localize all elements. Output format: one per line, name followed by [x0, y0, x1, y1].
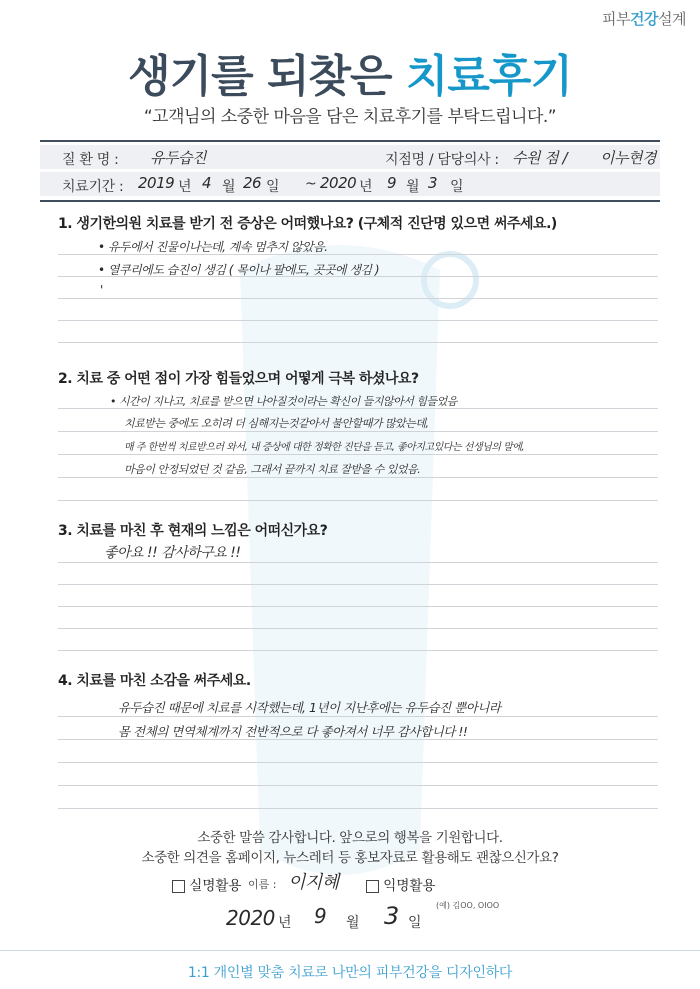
end-year-unit: 년 — [359, 179, 373, 195]
sign-date-day: 3 — [384, 902, 399, 930]
answer-line — [58, 650, 658, 651]
brand-logo — [602, 8, 686, 29]
sign-date-year-unit: 년 — [278, 915, 292, 931]
sign-date-year: 2020 — [226, 906, 275, 930]
answer-line — [58, 342, 658, 343]
start-day-unit: 일 — [266, 179, 280, 195]
end-year: 2020 — [320, 174, 357, 192]
branch-label: 지점명 / 담당의사 : — [385, 152, 499, 168]
question-4-answer-line-2: 몸 전체의 면역체계까지 전반적으로 다 좋아져서 너무 감사합니다 !! — [118, 724, 468, 739]
answer-line — [58, 431, 658, 432]
answer-line — [58, 785, 658, 786]
end-month-unit: 월 — [406, 179, 420, 195]
period-tilde: ~ — [305, 176, 317, 192]
branch-value: 수원 점 / — [512, 149, 568, 167]
period-label: 치료기간 : — [62, 179, 124, 195]
real-name-label: 실명활용 — [189, 878, 242, 894]
start-month: 4 — [202, 174, 212, 192]
footer-tagline: 1:1 개인별 맞춤 치료로 나만의 피부건강을 디자인하다 — [187, 965, 513, 981]
start-year: 2019 — [138, 174, 175, 192]
brand-prefix: 피부 — [602, 10, 631, 28]
name-value: 이지혜 — [288, 872, 339, 893]
disease-value: 유두습진 — [150, 149, 206, 167]
answer-line — [58, 454, 658, 455]
name-label: 이름 : — [248, 878, 277, 891]
answer-line — [58, 716, 658, 717]
question-2-answer-line-4: 마음이 안정되었던 것 같음, 그래서 끝까지 치료 잘받을 수 있었음. — [124, 463, 421, 476]
end-day-unit: 일 — [450, 179, 464, 195]
question-4-title: 4. 치료를 마친 소감을 써주세요. — [58, 673, 251, 689]
end-month: 9 — [387, 174, 397, 192]
footer-divider — [0, 950, 700, 951]
disease-label: 질 환 명 : — [62, 152, 119, 168]
start-month-unit: 월 — [222, 179, 236, 195]
question-1-answer-line-1: • 유두에서 진물이나는데, 계속 멈추지 않았음. — [98, 240, 328, 254]
title-main: 생기를 되찾은 — [128, 51, 406, 102]
page-title — [0, 40, 700, 104]
question-1-answer-line-3: ' — [100, 283, 103, 297]
real-name-checkbox[interactable] — [172, 880, 185, 893]
question-3-answer: 좋아요 !! 감사하구요 !! — [104, 545, 241, 561]
info-top-border — [40, 140, 660, 142]
question-4-answer-line-1: 유두습진 때문에 치료를 시작했는데, 1년이 지난후에는 유두습진 뿐아니라 — [118, 700, 501, 715]
answer-line — [58, 298, 658, 299]
answer-line — [58, 762, 658, 763]
question-2-title: 2. 치료 중 어떤 점이 가장 힘들었으며 어떻게 극복 하셨나요? — [58, 371, 419, 387]
answer-line — [58, 477, 658, 478]
answer-line — [58, 500, 658, 501]
page-subtitle: “고객님의 소중한 마음을 담은 치료후기를 부탁드립니다.” — [143, 107, 557, 127]
brand-suffix: 설계 — [658, 10, 686, 28]
anonymous-label: 익명활용 — [383, 878, 436, 894]
answer-line — [58, 606, 658, 607]
question-3-title: 3. 치료를 마친 후 현재의 느낌은 어떠신가요? — [58, 523, 328, 539]
answer-line — [58, 584, 658, 585]
sign-date-day-unit: 일 — [408, 915, 422, 931]
start-day: 26 — [243, 174, 262, 192]
question-2-answer-line-1: • 시간이 지나고, 치료를 받으면 나아질것이라는 확신이 들지않아서 힘들었음 — [110, 395, 457, 408]
question-2-answer-line-2: 치료받는 중에도 오히려 더 심해지는것같아서 불안할때가 많았는데, — [124, 417, 429, 430]
answer-line — [58, 562, 658, 563]
start-year-unit: 년 — [178, 179, 192, 195]
brand-highlight: 건강 — [630, 10, 659, 28]
answer-line — [58, 808, 658, 809]
answer-line — [58, 628, 658, 629]
doctor-value: 이누현경 — [600, 149, 656, 167]
sign-date-month-unit: 월 — [346, 915, 360, 931]
real-name-option[interactable] — [172, 874, 241, 894]
info-bottom-border — [40, 200, 660, 202]
closing-line-2: 소중한 의견을 홈페이지, 뉴스레터 등 홍보자료로 활용해도 괜찮으신가요? — [141, 850, 559, 866]
end-day: 3 — [428, 174, 438, 192]
question-1-answer-line-2: • 열쿠리에도 습진이 생김 ( 목이나 팔에도, 곳곳에 생김 ) — [98, 263, 380, 277]
question-2-answer-line-3: 매 주 한번씩 치료받으러 와서, 내 증상에 대한 정확한 진단을 듣고, 좋아지고있다는 선생님의 말에, — [124, 442, 525, 453]
example-note: (예) 김OO, OIOO — [436, 901, 500, 910]
question-1-title: 1. 생기한의원 치료를 받기 전 증상은 어떠했나요? (구체적 진단명 있으면 써주세요.) — [58, 216, 557, 232]
sign-date-month: 9 — [314, 904, 327, 928]
anonymous-option[interactable] — [366, 874, 435, 894]
answer-line — [58, 320, 658, 321]
closing-line-1: 소중한 말씀 감사합니다. 앞으로의 행복을 기원합니다. — [197, 830, 503, 846]
title-accent: 치료후기 — [405, 51, 572, 102]
anonymous-checkbox[interactable] — [366, 880, 379, 893]
